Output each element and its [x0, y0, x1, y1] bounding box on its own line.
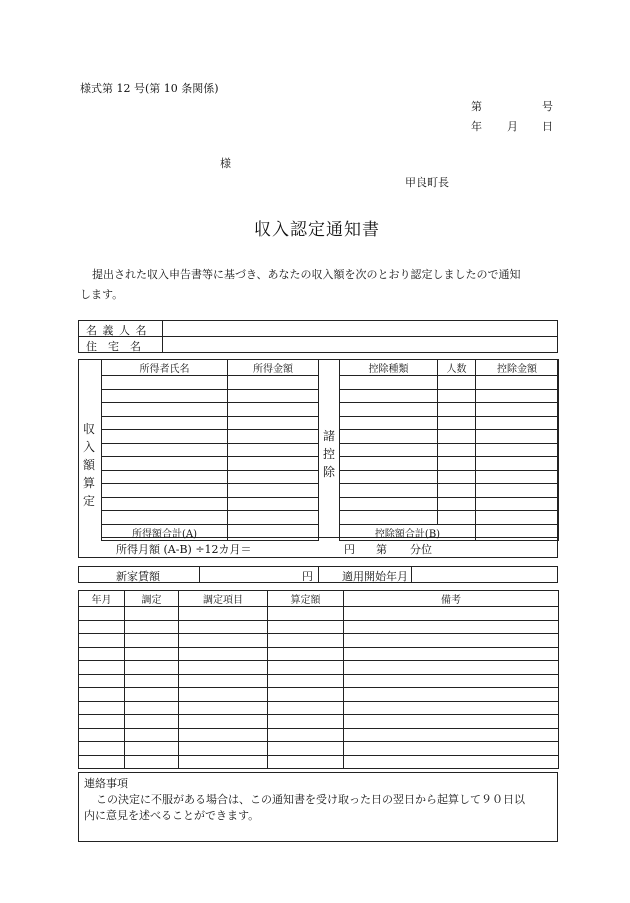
table-row	[340, 511, 559, 525]
table-row	[102, 524, 319, 540]
table-row	[102, 470, 319, 484]
table-row	[79, 715, 559, 729]
monthly-income-yen: 円	[344, 543, 355, 556]
table-row	[340, 389, 559, 403]
table-row	[79, 674, 559, 688]
date-year: 年	[471, 120, 482, 133]
income-total-field[interactable]	[228, 524, 319, 540]
start-month-field[interactable]	[413, 567, 557, 582]
notice-line-2: 内に意見を述べることができます。	[84, 809, 260, 822]
table-row	[340, 524, 559, 540]
table-row	[102, 484, 319, 498]
start-month-label: 適用開始年月	[342, 570, 408, 583]
table-row	[79, 634, 559, 648]
table-row	[102, 497, 319, 511]
notice-line-1: この決定に不服がある場合は、この通知書を受け取った日の翌日から起算して９０日以	[96, 793, 525, 806]
table-row	[79, 728, 559, 742]
income-header-amount: 所得金額	[228, 360, 319, 376]
doc-number-go: 号	[542, 100, 553, 113]
table-row	[102, 376, 319, 390]
history-header-remarks: 備考	[344, 591, 559, 607]
table-row	[340, 376, 559, 390]
table-row	[79, 591, 559, 607]
address-field[interactable]	[164, 338, 556, 352]
history-header-month: 年月	[79, 591, 125, 607]
new-rent-yen: 円	[302, 570, 313, 583]
monthly-income-label: 所得月額 (A-B) ÷12カ月＝	[116, 543, 252, 556]
name-label: 名 義 人 名	[86, 324, 148, 337]
deduction-header-type: 控除種類	[340, 360, 438, 376]
name-field[interactable]	[164, 321, 556, 335]
table-row	[102, 443, 319, 457]
table-row	[340, 457, 559, 471]
deduction-header-amount: 控除金額	[476, 360, 559, 376]
table-row	[102, 403, 319, 417]
income-side-label: 収 入 額 算 定	[82, 422, 95, 508]
doc-number-dai: 第	[471, 100, 482, 113]
table-row	[340, 360, 559, 376]
table-row	[102, 457, 319, 471]
table-row	[102, 416, 319, 430]
table-row	[340, 403, 559, 417]
table-row	[340, 497, 559, 511]
new-rent-label: 新家賃額	[116, 570, 160, 583]
address-label: 住 宅 名	[86, 340, 141, 353]
date-day: 日	[542, 120, 553, 133]
income-bracket-dai: 第	[376, 543, 387, 556]
income-header-name: 所得者氏名	[102, 360, 228, 376]
history-table	[78, 590, 559, 769]
issuer: 甲良町長	[405, 176, 449, 189]
table-row	[102, 389, 319, 403]
intro-line-2: します。	[80, 288, 124, 301]
history-header-item: 調定項目	[179, 591, 268, 607]
history-header-amount: 算定額	[268, 591, 344, 607]
table-row	[340, 484, 559, 498]
deduction-total-field[interactable]	[476, 524, 559, 540]
deduction-total-label: 控除額合計(B)	[340, 524, 476, 540]
history-header-adjust: 調定	[125, 591, 179, 607]
table-row	[79, 661, 559, 675]
table-row	[340, 443, 559, 457]
deduction-side-label: 諸 控 除	[322, 429, 335, 479]
table-row	[79, 647, 559, 661]
deduction-table	[339, 359, 559, 541]
page-title: 収入認定通知書	[254, 220, 380, 240]
new-rent-field[interactable]	[201, 567, 299, 582]
table-row	[79, 755, 559, 769]
table-row	[79, 620, 559, 634]
table-row	[102, 430, 319, 444]
income-bracket-bunni: 分位	[410, 543, 432, 556]
deduction-header-count: 人数	[438, 360, 476, 376]
notice-heading: 連絡事項	[84, 777, 128, 790]
table-row	[79, 742, 559, 756]
intro-line-1: 提出された収入申告書等に基づき、あなたの収入額を次のとおり認定しましたので通知	[92, 268, 521, 281]
table-row	[102, 511, 319, 525]
income-table	[101, 359, 319, 541]
table-row	[340, 416, 559, 430]
table-row	[79, 607, 559, 621]
form-number: 様式第 12 号(第 10 条関係)	[80, 82, 219, 95]
table-row	[79, 688, 559, 702]
table-row	[340, 430, 559, 444]
table-row	[340, 470, 559, 484]
table-row	[79, 701, 559, 715]
date-month: 月	[507, 120, 518, 133]
income-total-label: 所得額合計(A)	[102, 524, 228, 540]
recipient-sama: 様	[220, 157, 231, 170]
table-row	[102, 360, 319, 376]
